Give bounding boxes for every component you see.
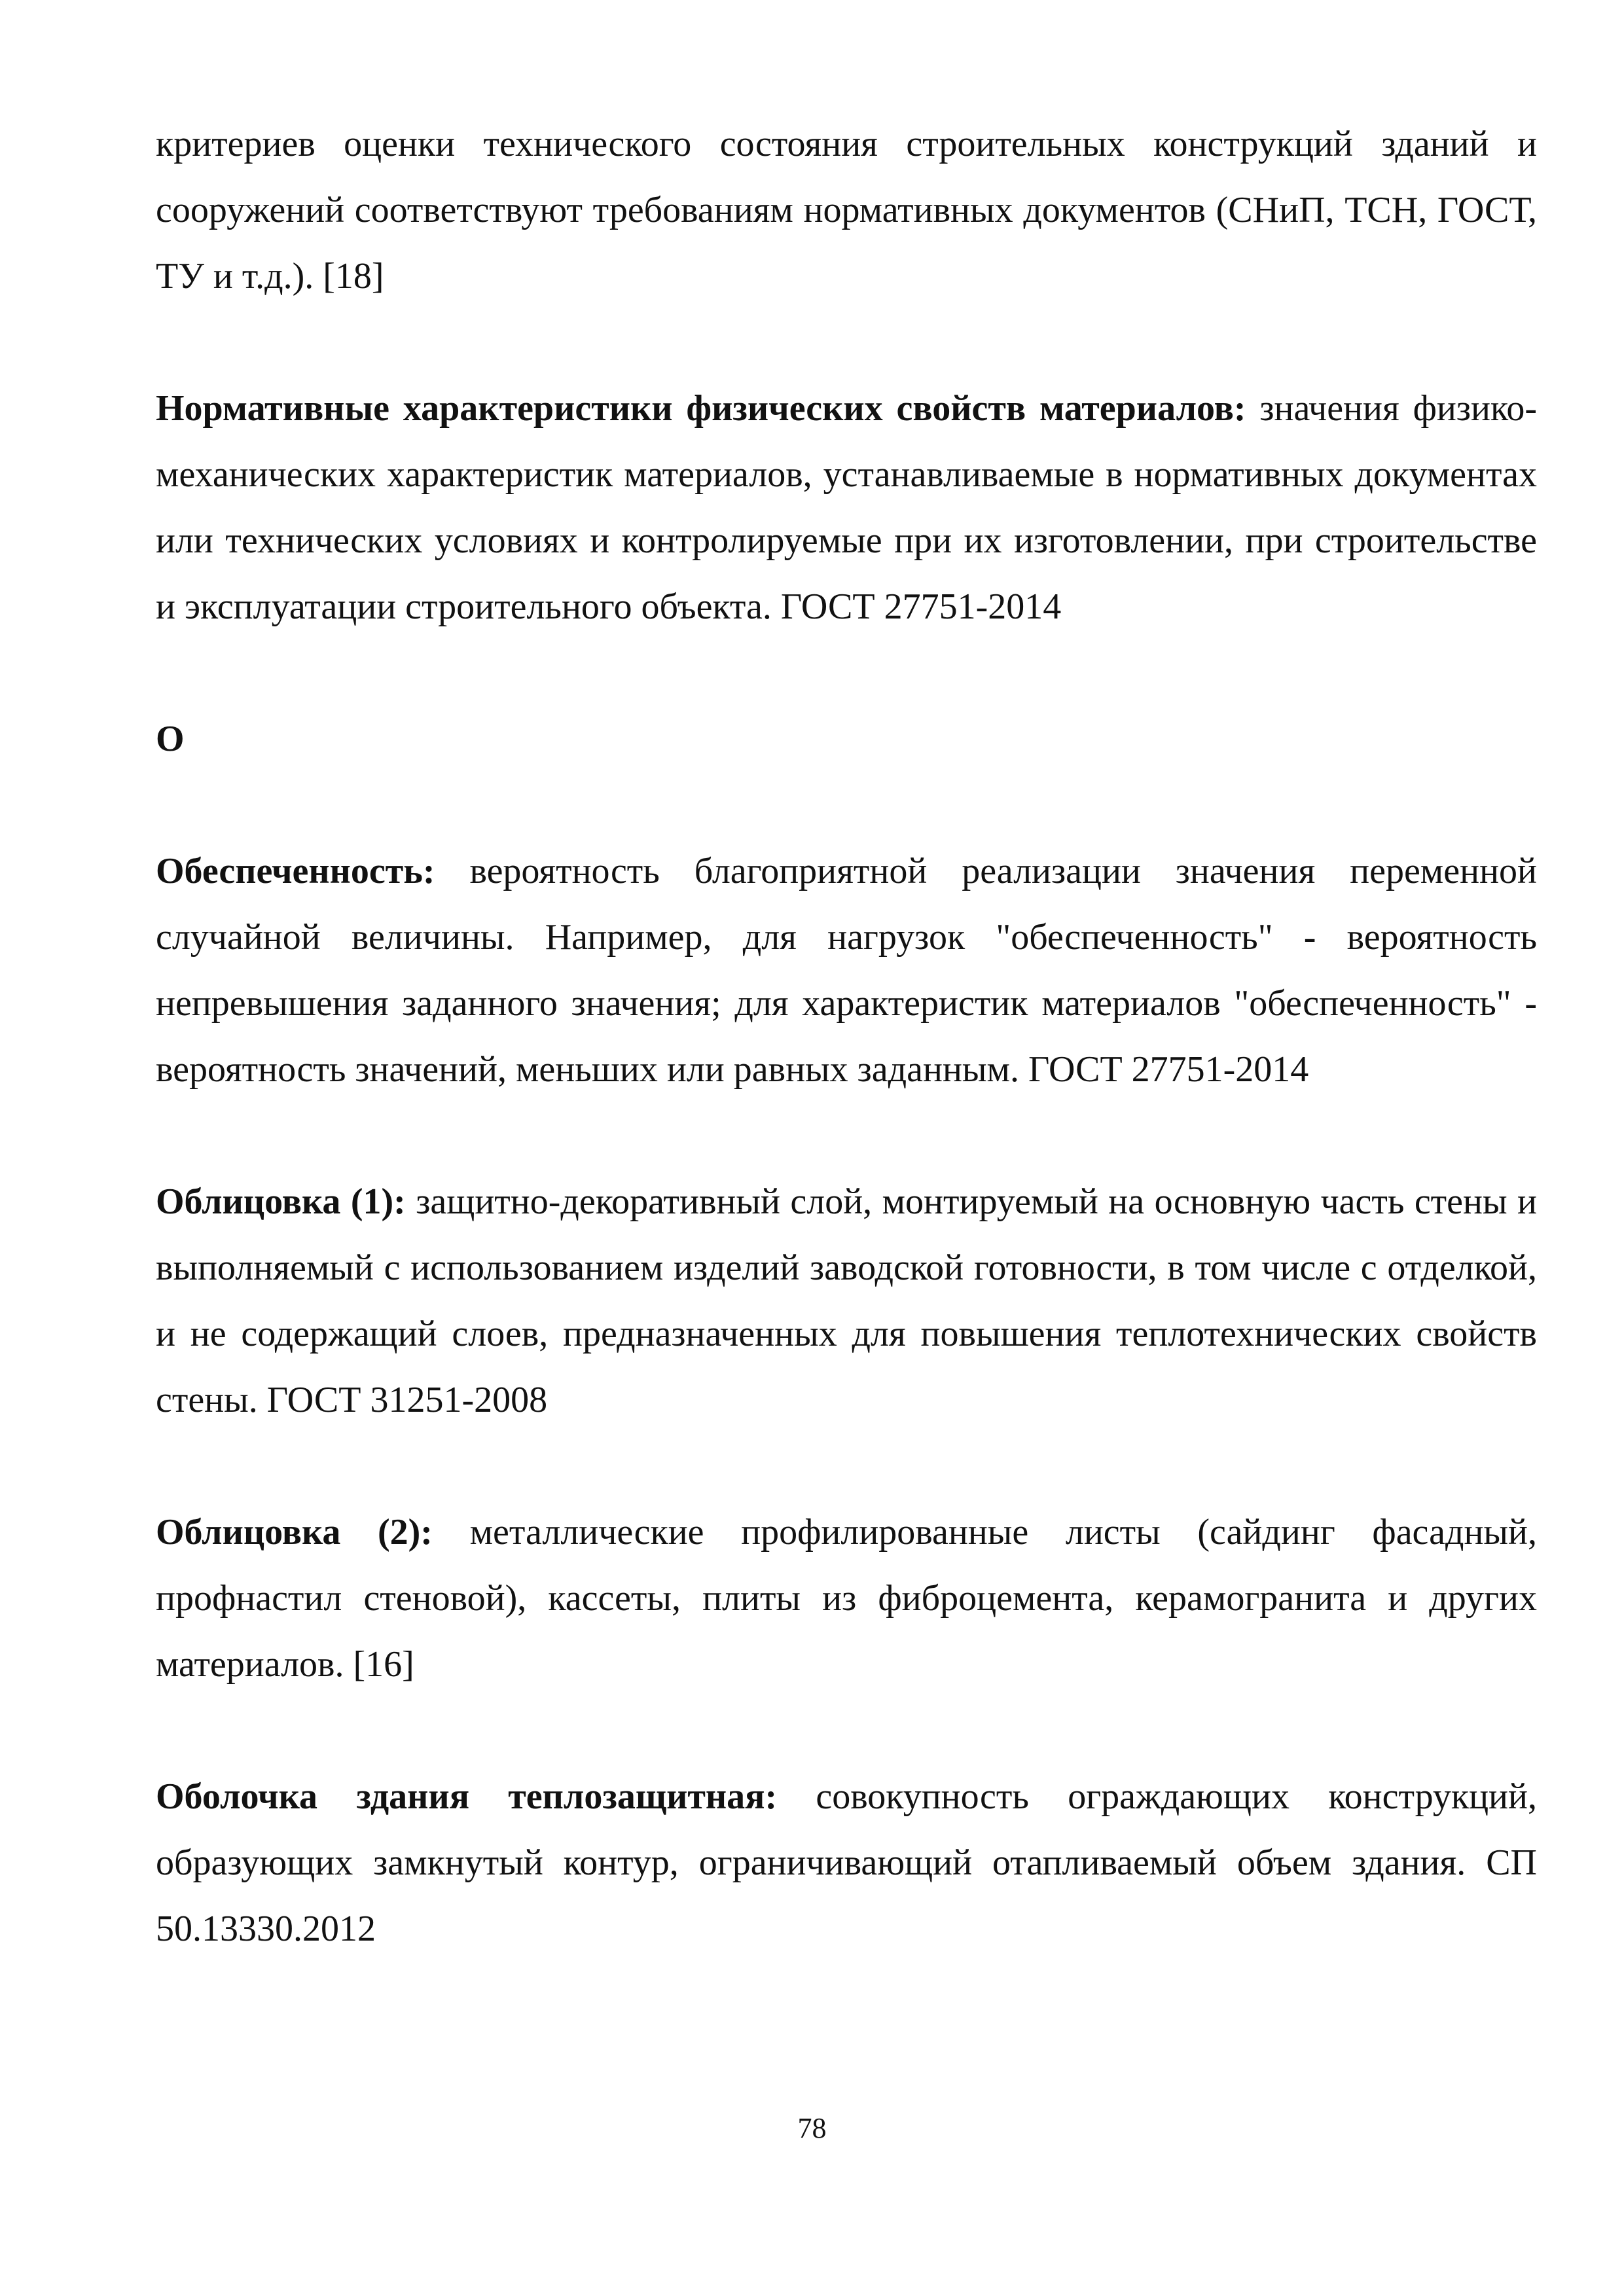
definition-term: Обеспеченность: bbox=[156, 851, 435, 891]
section-letter-heading: О bbox=[156, 719, 185, 759]
definition-obespechennost bbox=[156, 838, 1537, 1103]
definition-text: защитно-декоративный слой, монтируемый на основную часть стены и выполняемый с использованием изделий заводской готовности, в том числе с отделкой, и не содержащий слоев, предназначенных для повышения теплотехнических свойств стены. ГОСТ 31251-2008 bbox=[156, 1181, 1538, 1420]
paragraph-gap bbox=[156, 1698, 1537, 1764]
paragraph-gap bbox=[156, 1433, 1537, 1499]
definition-normative-characteristics bbox=[156, 376, 1537, 640]
paragraph-gap bbox=[156, 1103, 1537, 1169]
paragraph-gap bbox=[156, 772, 1537, 838]
definition-term: Облицовка (2): bbox=[156, 1512, 433, 1552]
definition-text: совокупность ограждающих конструкций, образующих замкнутый контур, ограничивающий отапливаемый объем здания. СП 50.13330.2012 bbox=[156, 1776, 1537, 1949]
page-number: 78 bbox=[797, 2112, 827, 2144]
paragraph-gap bbox=[156, 640, 1537, 706]
definition-text: значения физико-механических характеристик материалов, устанавливаемые в нормативных документах или технических условиях и контролируемые при их изготовлении, при строительстве и эксплуатации строительного объекта. ГОСТ 27751-2014 bbox=[156, 388, 1537, 627]
paragraph-continuation bbox=[156, 111, 1537, 310]
document-body bbox=[156, 111, 1537, 1962]
paragraph-text: критериев оценки технического состояния строительных конструкций зданий и сооружений соответствуют требованиям нормативных документов (СНиП, ТСН, ГОСТ, ТУ и т.д.). [18] bbox=[156, 124, 1537, 296]
definition-term: Облицовка (1): bbox=[156, 1181, 406, 1222]
definition-text: металлические профилированные листы (сайдинг фасадный, профнастил стеновой), кассеты, плиты из фиброцемента, керамогранита и других материалов. [16] bbox=[156, 1512, 1538, 1685]
paragraph-gap bbox=[156, 310, 1537, 376]
definition-term: Оболочка здания теплозащитная: bbox=[156, 1776, 778, 1817]
definition-text: вероятность благоприятной реализации значения переменной случайной величины. Например, для нагрузок "обеспеченность" - вероятность непревышения заданного значения; для характеристик материалов "обеспеченность" - вероятность значений, меньших или равных заданным. ГОСТ 27751-2014 bbox=[156, 851, 1537, 1090]
definition-oblitsovka-1 bbox=[156, 1169, 1537, 1433]
definition-oblitsovka-2 bbox=[156, 1499, 1537, 1698]
definition-term: Нормативные характеристики физических свойств материалов: bbox=[156, 388, 1246, 429]
definition-obolochka-zdaniya bbox=[156, 1764, 1537, 1962]
